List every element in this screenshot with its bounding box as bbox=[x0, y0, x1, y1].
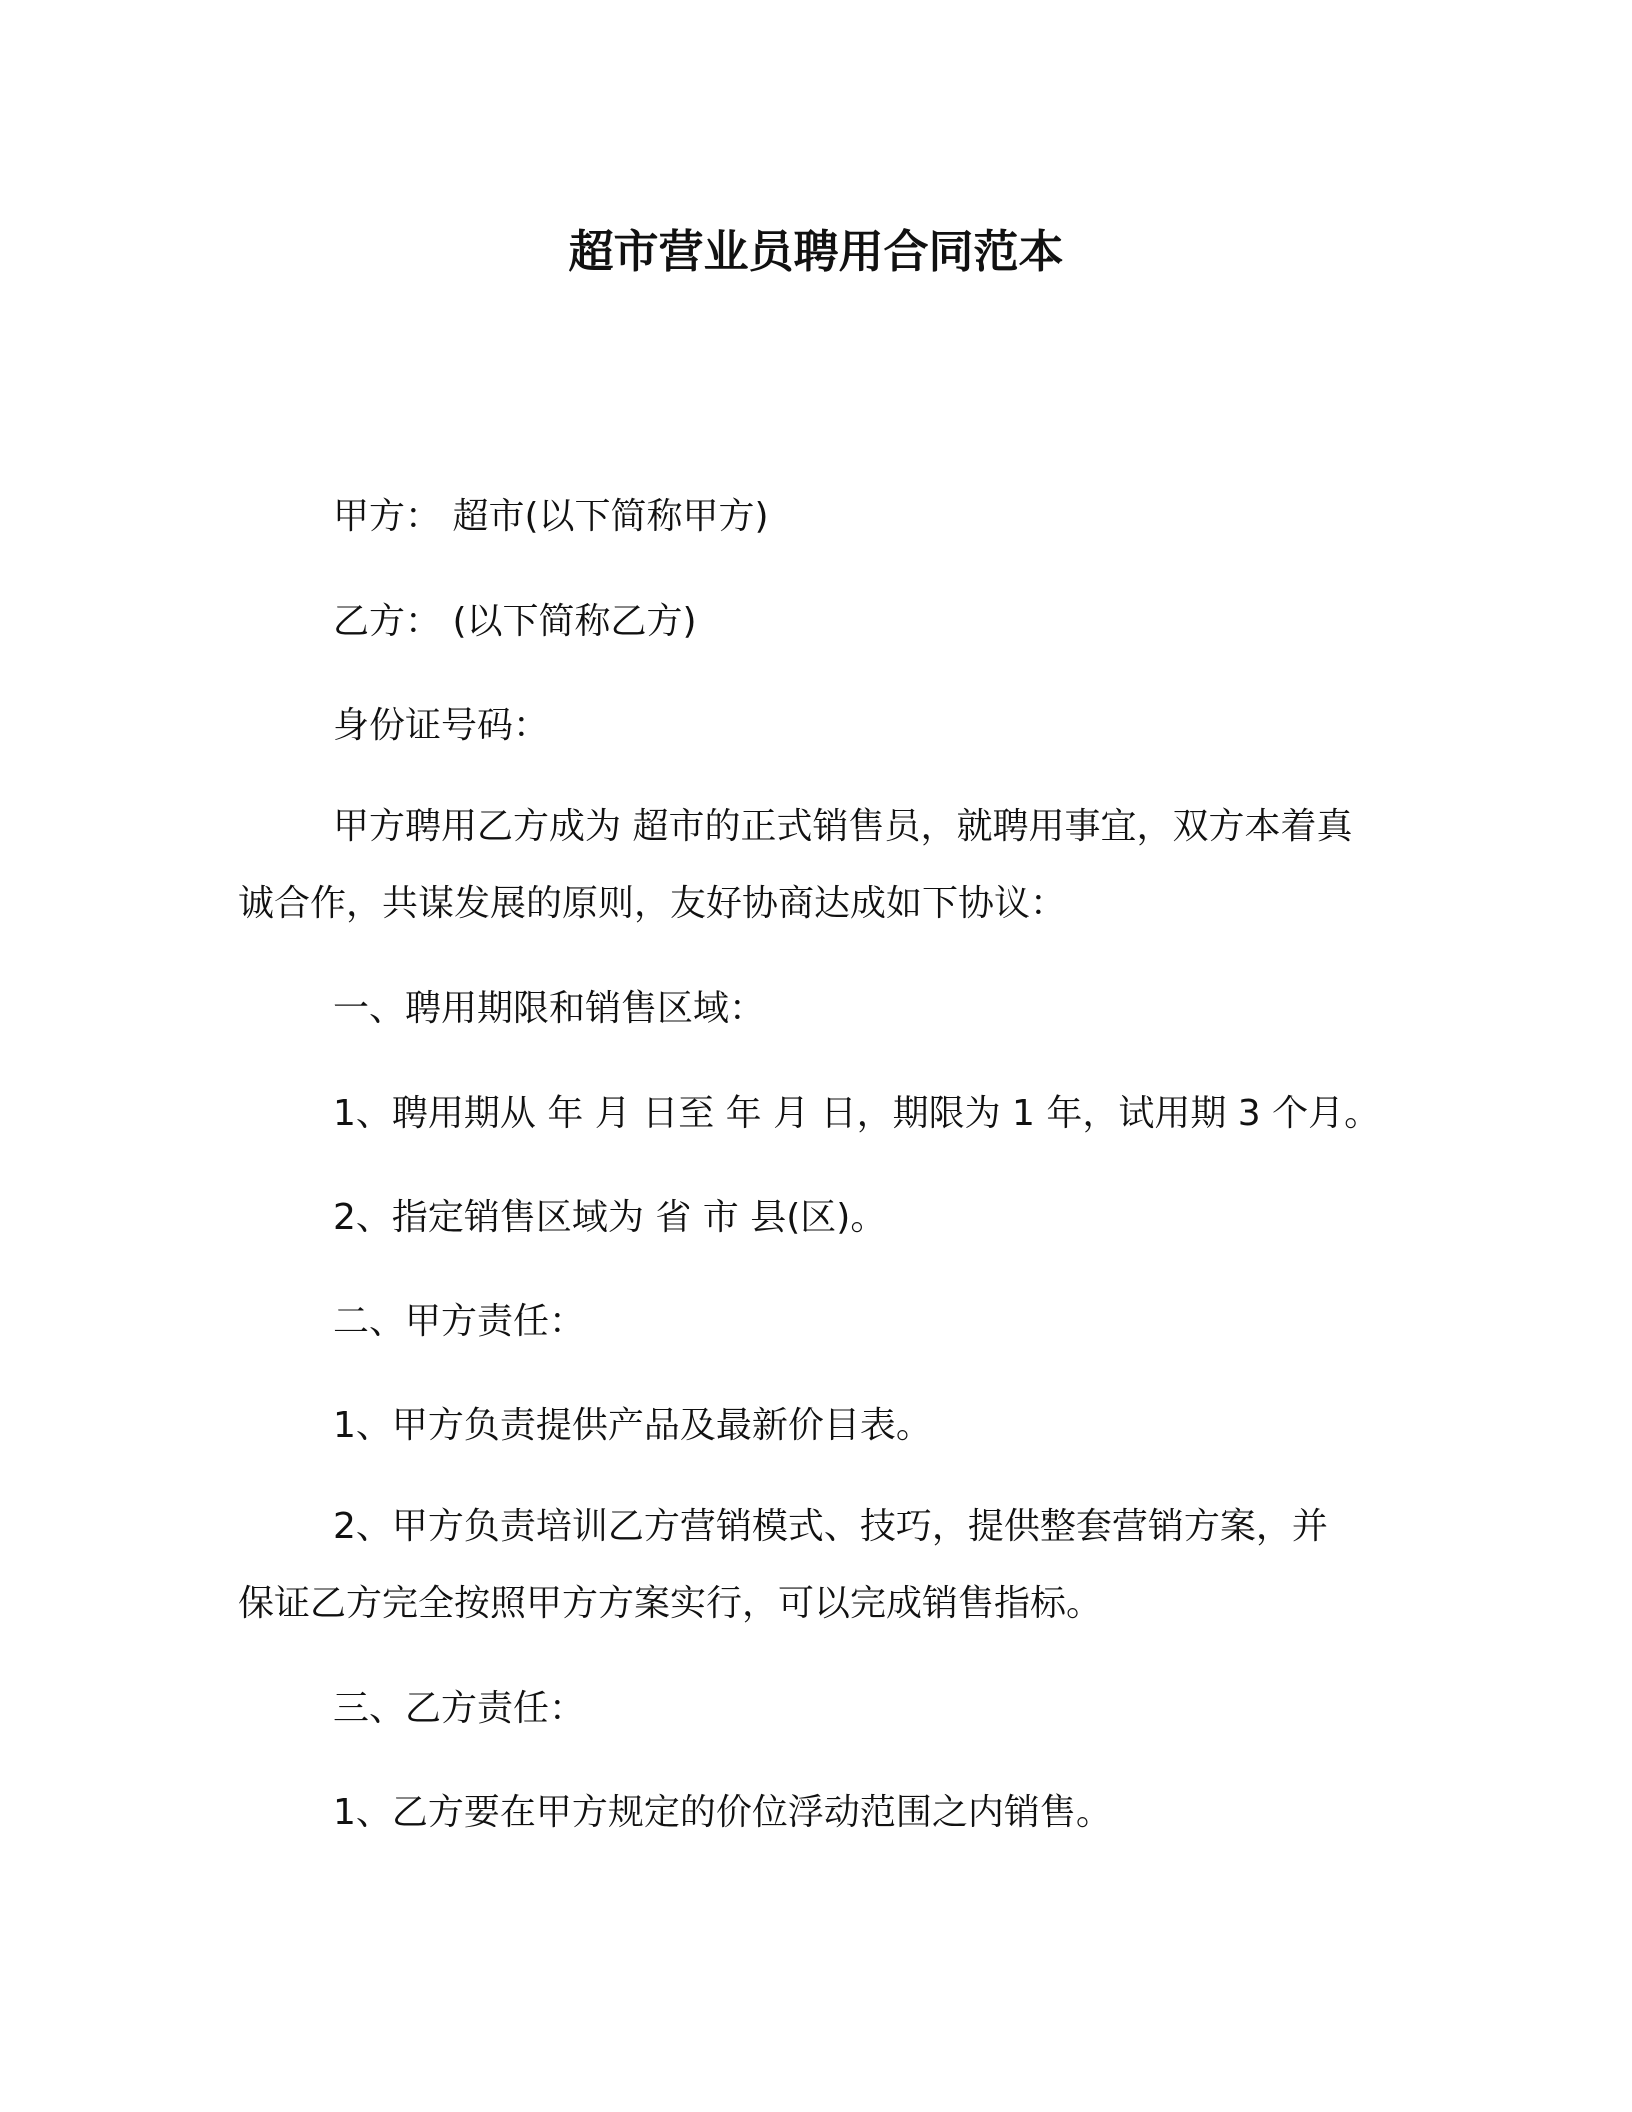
party-b-line: 乙方： (以下简称乙方) bbox=[333, 601, 697, 642]
section-heading-term-area: 一、聘用期限和销售区域： bbox=[333, 988, 766, 1029]
clause-party-a-2-line-1: 2、甲方负责培训乙方营销模式、技巧，提供整套营销方案，并 bbox=[333, 1506, 1328, 1547]
clause-party-a-1: 1、甲方负责提供产品及最新价目表。 bbox=[333, 1405, 932, 1446]
section-heading-party-b: 三、乙方责任： bbox=[333, 1688, 586, 1729]
intro-paragraph-line-1: 甲方聘用乙方成为 超市的正式销售员，就聘用事宜，双方本着真 bbox=[333, 806, 1353, 847]
intro-paragraph-line-2: 诚合作，共谋发展的原则，友好协商达成如下协议： bbox=[238, 883, 1067, 924]
id-number-line: 身份证号码： bbox=[333, 705, 550, 746]
clause-term: 1、聘用期从 年 月 日至 年 月 日，期限为 1 年，试用期 3 个月。 bbox=[333, 1093, 1381, 1134]
section-heading-party-a: 二、甲方责任： bbox=[333, 1301, 586, 1342]
clause-party-b-1: 1、乙方要在甲方规定的价位浮动范围之内销售。 bbox=[333, 1792, 1112, 1833]
party-a-line: 甲方： 超市(以下简称甲方) bbox=[333, 496, 769, 537]
document-title: 超市营业员聘用合同范本 bbox=[568, 225, 1064, 278]
clause-area: 2、指定销售区域为 省 市 县(区)。 bbox=[333, 1197, 887, 1238]
clause-party-a-2-line-2: 保证乙方完全按照甲方方案实行，可以完成销售指标。 bbox=[238, 1583, 1103, 1624]
